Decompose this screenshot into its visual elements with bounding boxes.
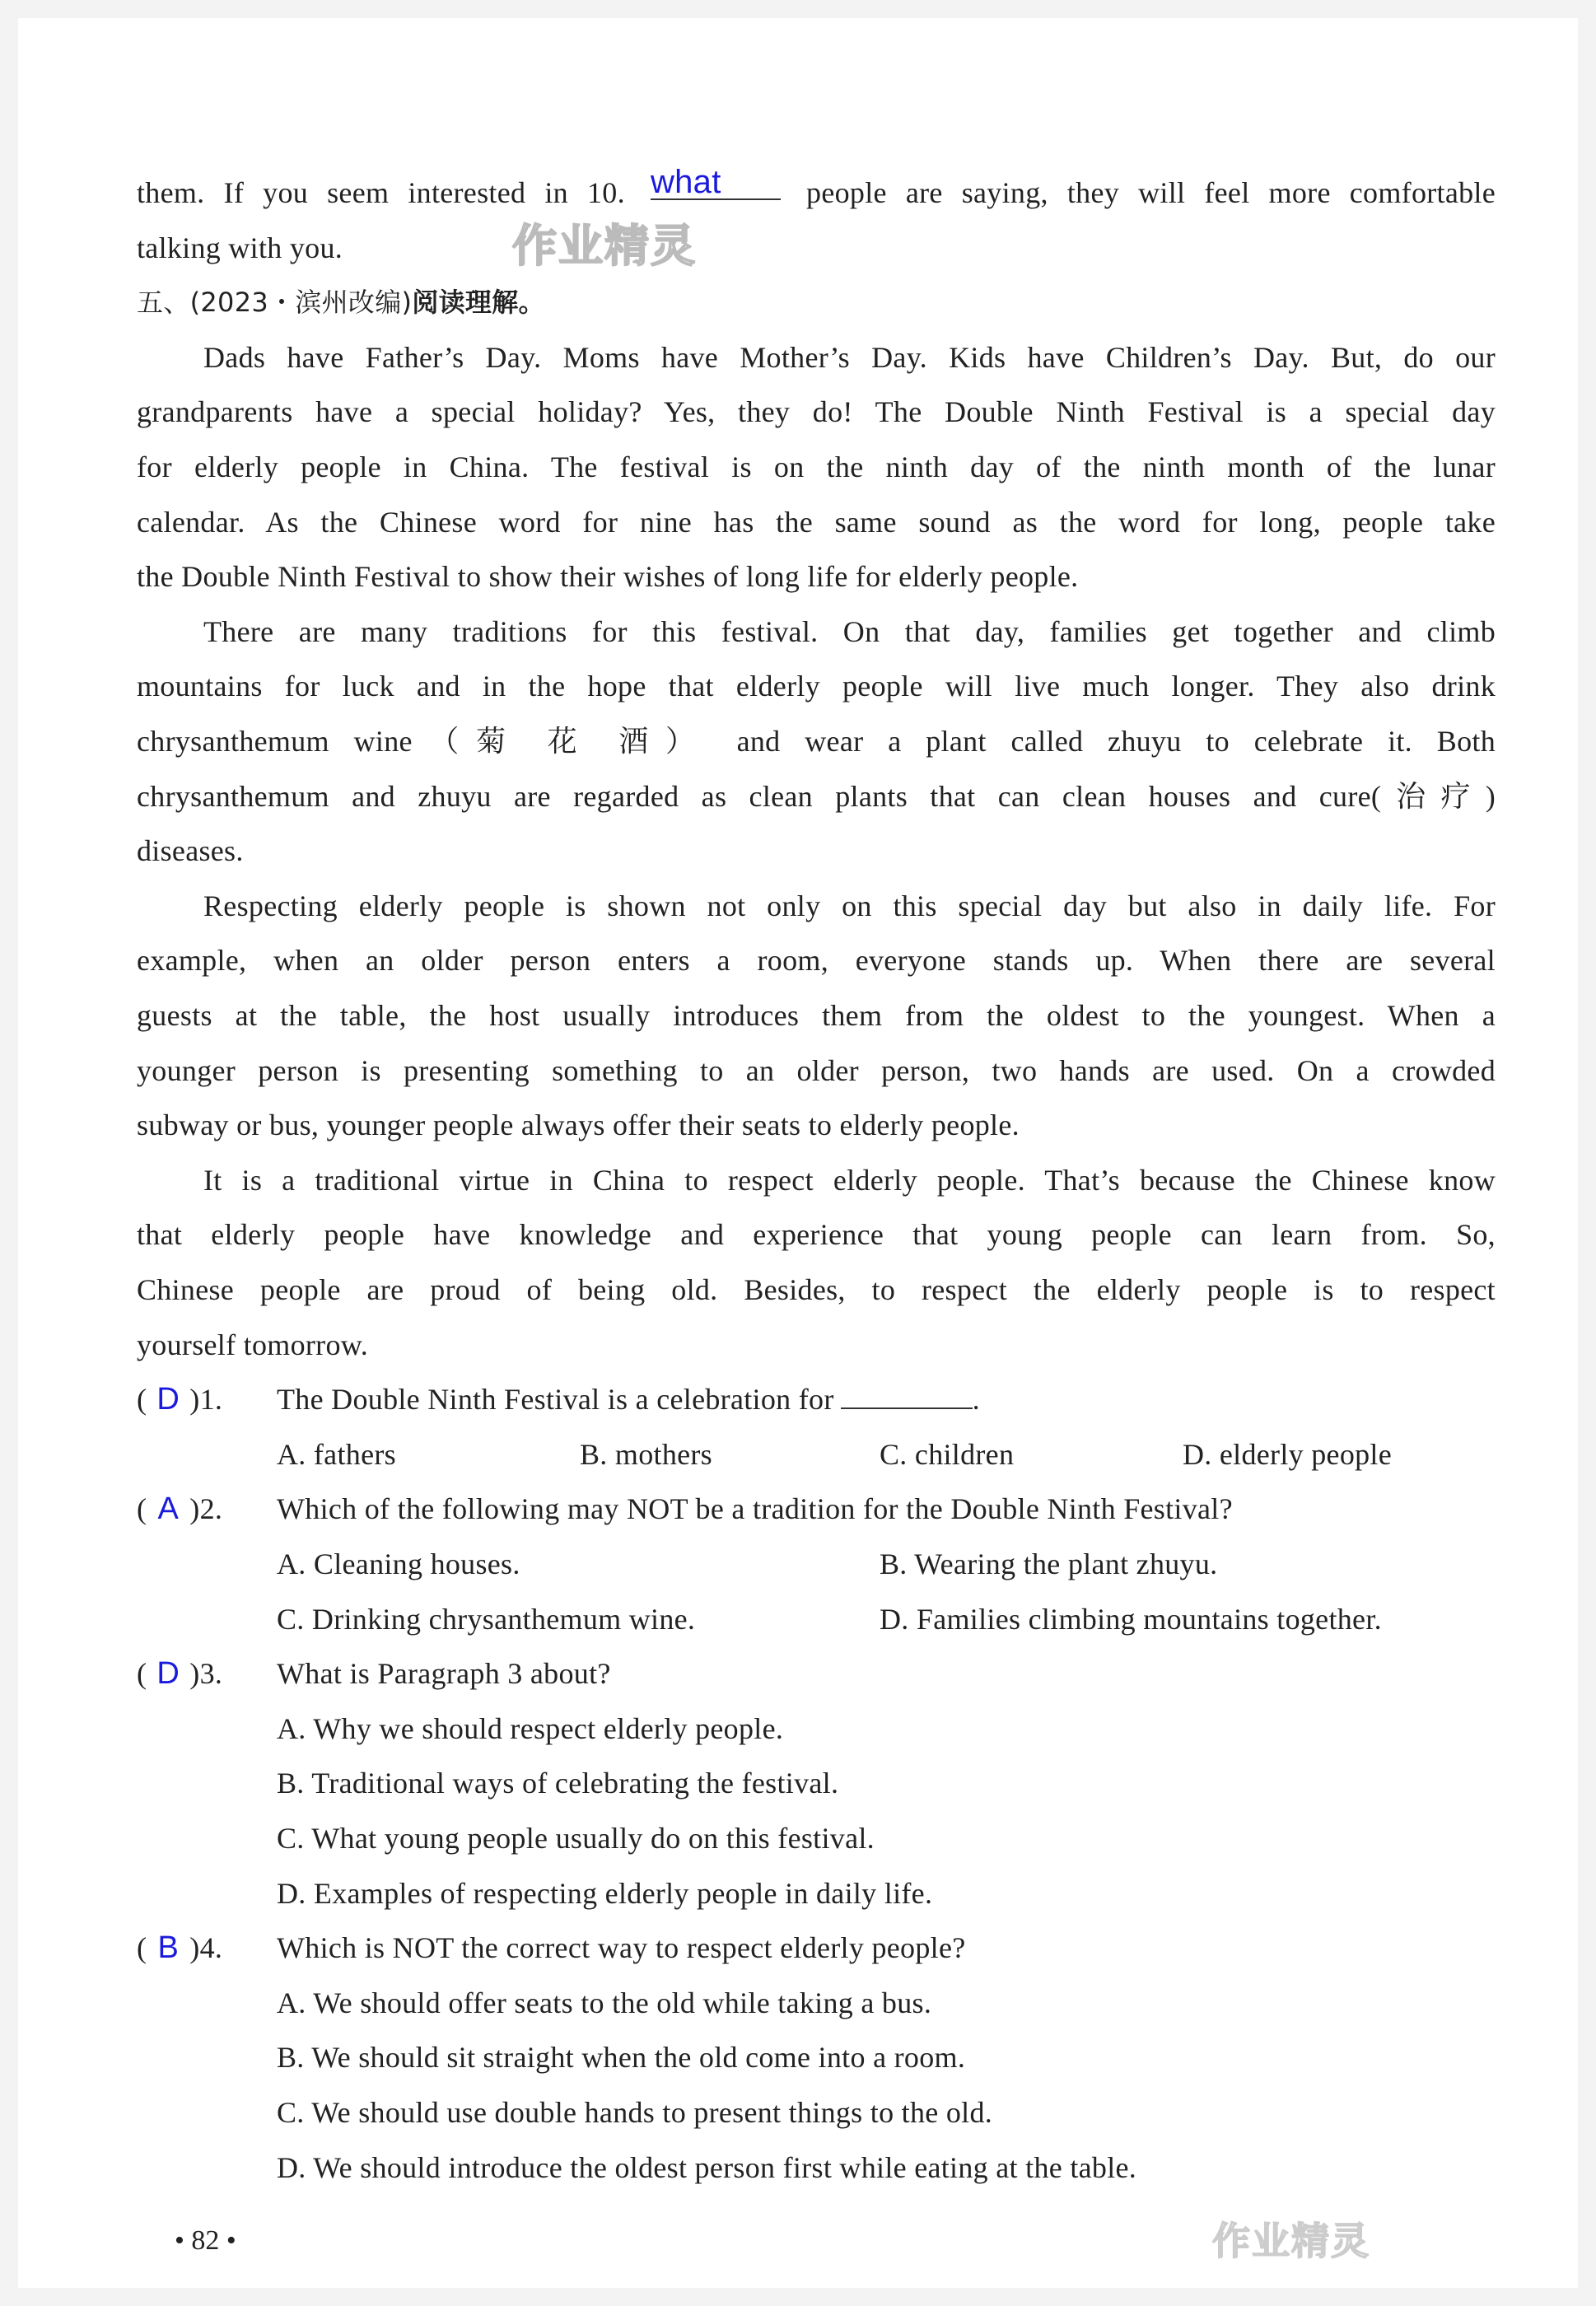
option-d: D. Examples of respecting elderly people in daily life. — [277, 1877, 933, 1910]
question-number: )3. — [189, 1657, 223, 1690]
passage-line: There are many traditions for this festival. On that day, families get together and climb — [203, 615, 1496, 648]
question-text: The Double Ninth Festival is a celebration for — [277, 1383, 834, 1416]
option-d: D. elderly people — [1183, 1438, 1393, 1471]
passage-line-last: yourself tomorrow. — [137, 1328, 369, 1361]
section-heading — [137, 275, 1496, 329]
passage-line: Chinese people are proud of being old. Besides, to respect the elderly people is to respect — [137, 1273, 1496, 1306]
question-1 — [137, 1372, 1496, 1426]
passage-line: calendar. As the Chinese word for nine has the same sound as the word for long, people take — [137, 506, 1496, 539]
passage-line: Dads have Father’s Day. Moms have Mother’s Day. Kids have Children’s Day. But, do our — [203, 341, 1496, 374]
option-b: B. Traditional ways of celebrating the festival. — [277, 1767, 839, 1800]
answer-letter: D — [156, 1382, 180, 1417]
question-number: )1. — [189, 1383, 223, 1416]
passage-line-last: the Double Ninth Festival to show their wishes of long life for elderly people. — [137, 560, 1079, 593]
option-a: A. fathers — [277, 1438, 396, 1471]
carry-over-line — [137, 166, 1496, 220]
passage-line: It is a traditional virtue in China to respect elderly people. That’s because the Chinese know — [203, 1164, 1496, 1197]
open-paren: ( — [137, 1931, 147, 1964]
carry-over-text: them. If you seem interested in 10. — [137, 176, 625, 209]
carry-over-text-2: people are saying, they will feel more comfortable — [806, 176, 1496, 209]
question-3 — [137, 1646, 1496, 1701]
option-b: B. Wearing the plant zhuyu. — [880, 1547, 1218, 1580]
passage-line: grandparents have a special holiday? Yes, they do! The Double Ninth Festival is a special day — [137, 395, 1496, 428]
period: . — [972, 1383, 980, 1416]
watermark-logo: 作业精灵 — [512, 220, 697, 272]
answer-blank-10: what — [651, 166, 781, 200]
workbook-page — [18, 18, 1578, 2288]
question-4 — [137, 1921, 1496, 1975]
question-number: )4. — [189, 1931, 223, 1964]
answer-letter: D — [156, 1656, 180, 1691]
options-row — [137, 1537, 1496, 1591]
passage-line: chrysanthemum and zhuyu are regarded as clean plants that can clean houses and cure(治疗) — [137, 780, 1496, 813]
open-paren: ( — [137, 1492, 147, 1525]
question-prefix — [137, 1646, 277, 1701]
passage-line: younger person is presenting something to an older person, two hands are used. On a crowded — [137, 1054, 1496, 1087]
option-c: C. children — [880, 1438, 1015, 1471]
answer-letter: A — [157, 1491, 180, 1526]
watermark-logo-2: 作业精灵 — [1212, 2219, 1370, 2263]
passage-line: chrysanthemum wine（菊 花 酒） and wear a plant called zhuyu to celebrate it. Both — [137, 725, 1496, 758]
open-paren: ( — [137, 1383, 147, 1416]
passage-line: mountains for luck and in the hope that elderly people will live much longer. They also drink — [137, 670, 1496, 703]
question-text: Which of the following may NOT be a tradition for the Double Ninth Festival? — [277, 1492, 1233, 1525]
passage-line-last: subway or bus, younger people always offer their seats to elderly people. — [137, 1109, 1020, 1141]
question-text: Which is NOT the correct way to respect elderly people? — [277, 1931, 966, 1964]
options-row — [137, 1427, 1496, 1482]
options-row — [137, 1592, 1496, 1646]
option-a: A. Cleaning houses. — [277, 1547, 520, 1580]
question-2 — [137, 1482, 1496, 1536]
option-c: C. We should use double hands to present things to the old. — [277, 2096, 993, 2129]
page-number: • 82 • — [175, 2225, 236, 2256]
blank-underline — [841, 1383, 973, 1409]
passage-line-last: diseases. — [137, 834, 244, 867]
open-paren: ( — [137, 1657, 147, 1690]
passage-line: example, when an older person enters a room, everyone stands up. When there are several — [137, 944, 1496, 977]
answer-letter: B — [157, 1930, 180, 1965]
question-prefix — [137, 1482, 277, 1536]
section-title: 阅读理解。 — [412, 287, 545, 318]
question-prefix — [137, 1372, 277, 1426]
carry-over-line-2: talking with you. — [137, 231, 343, 264]
question-number: )2. — [189, 1492, 223, 1525]
option-b: B. We should sit straight when the old come into a room. — [277, 2041, 966, 2074]
option-a: A. We should offer seats to the old while taking a bus. — [277, 1986, 932, 2019]
question-prefix — [137, 1921, 277, 1975]
option-d: D. We should introduce the oldest person first while eating at the table. — [277, 2151, 1137, 2184]
passage-line: for elderly people in China. The festival is on the ninth day of the ninth month of the lunar — [137, 450, 1496, 483]
option-c: C. What young people usually do on this festival. — [277, 1822, 875, 1855]
passage-line: guests at the table, the host usually introduces them from the oldest to the youngest. When a — [137, 999, 1496, 1032]
option-c: C. Drinking chrysanthemum wine. — [277, 1603, 696, 1636]
passage-line: Respecting elderly people is shown not only on this special day but also in daily life. For — [203, 889, 1496, 922]
option-b: B. mothers — [580, 1438, 712, 1471]
section-source: 五、(2023・滨州改编) — [137, 287, 413, 318]
passage-line: that elderly people have knowledge and experience that young people can learn from. So, — [137, 1218, 1496, 1251]
option-a: A. Why we should respect elderly people. — [277, 1712, 784, 1745]
option-d: D. Families climbing mountains together. — [880, 1603, 1382, 1636]
question-text: What is Paragraph 3 about? — [277, 1657, 611, 1690]
